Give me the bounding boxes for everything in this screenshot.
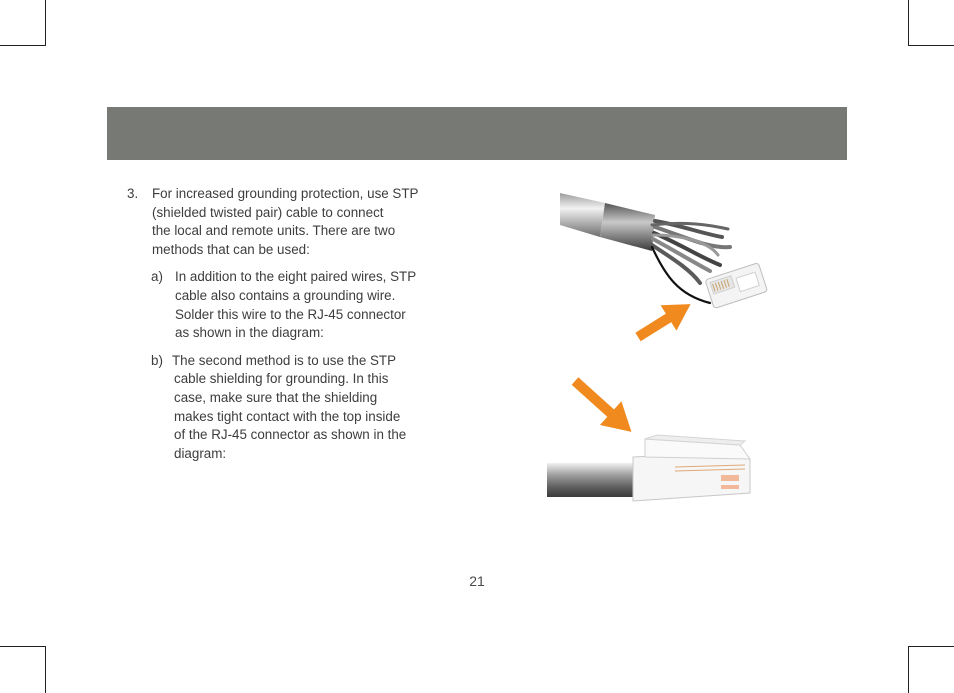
stp-grounding-wire-illustration	[560, 185, 780, 345]
crop-mark-bottom-right-h	[908, 646, 954, 647]
step-3b-line-1: The second method is to use the STP	[172, 352, 397, 368]
crop-mark-top-left-v	[45, 0, 46, 46]
step-3b	[127, 352, 457, 464]
crop-mark-top-right-v	[908, 0, 909, 46]
step-3-line-2: (shielded twisted pair) cable to connect	[152, 204, 384, 220]
step-3-line-4: methods that can be used:	[152, 241, 310, 257]
step-3a	[127, 268, 457, 342]
stp-shield-contact-illustration	[545, 375, 760, 507]
step-3a-line-3: Solder this wire to the RJ-45 connector	[175, 306, 406, 322]
step-3b-line-2: cable shielding for grounding. In this	[174, 371, 389, 387]
crop-mark-bottom-left-h	[0, 646, 46, 647]
crop-mark-bottom-left-v	[45, 646, 46, 693]
crop-mark-top-right-h	[908, 45, 954, 46]
step-3	[127, 185, 457, 259]
step-3a-line-2: cable also contains a grounding wire.	[175, 287, 396, 303]
step-3a-line-4: as shown in the diagram:	[175, 325, 324, 341]
crop-mark-top-left-h	[0, 45, 46, 46]
step-3-line-1: For increased grounding protection, use STP	[152, 186, 419, 201]
step-3-line-3: the local and remote units. There are two	[152, 223, 396, 239]
step-3b-line-5: of the RJ-45 connector as shown in the	[174, 427, 407, 443]
step-3b-line-6: diagram:	[174, 445, 227, 461]
step-3b-marker: b)	[151, 352, 163, 368]
section-header-band	[107, 107, 847, 160]
step-3-marker: 3.	[127, 186, 139, 201]
step-3b-line-3: case, make sure that the shielding	[174, 389, 378, 405]
page-number: 21	[469, 573, 485, 589]
step-3a-marker: a)	[151, 269, 163, 285]
instruction-text	[127, 185, 457, 463]
crop-mark-bottom-right-v	[908, 646, 909, 693]
step-3a-line-1: In addition to the eight paired wires, STP	[175, 269, 417, 285]
step-3b-line-4: makes tight contact with the top inside	[174, 408, 401, 424]
